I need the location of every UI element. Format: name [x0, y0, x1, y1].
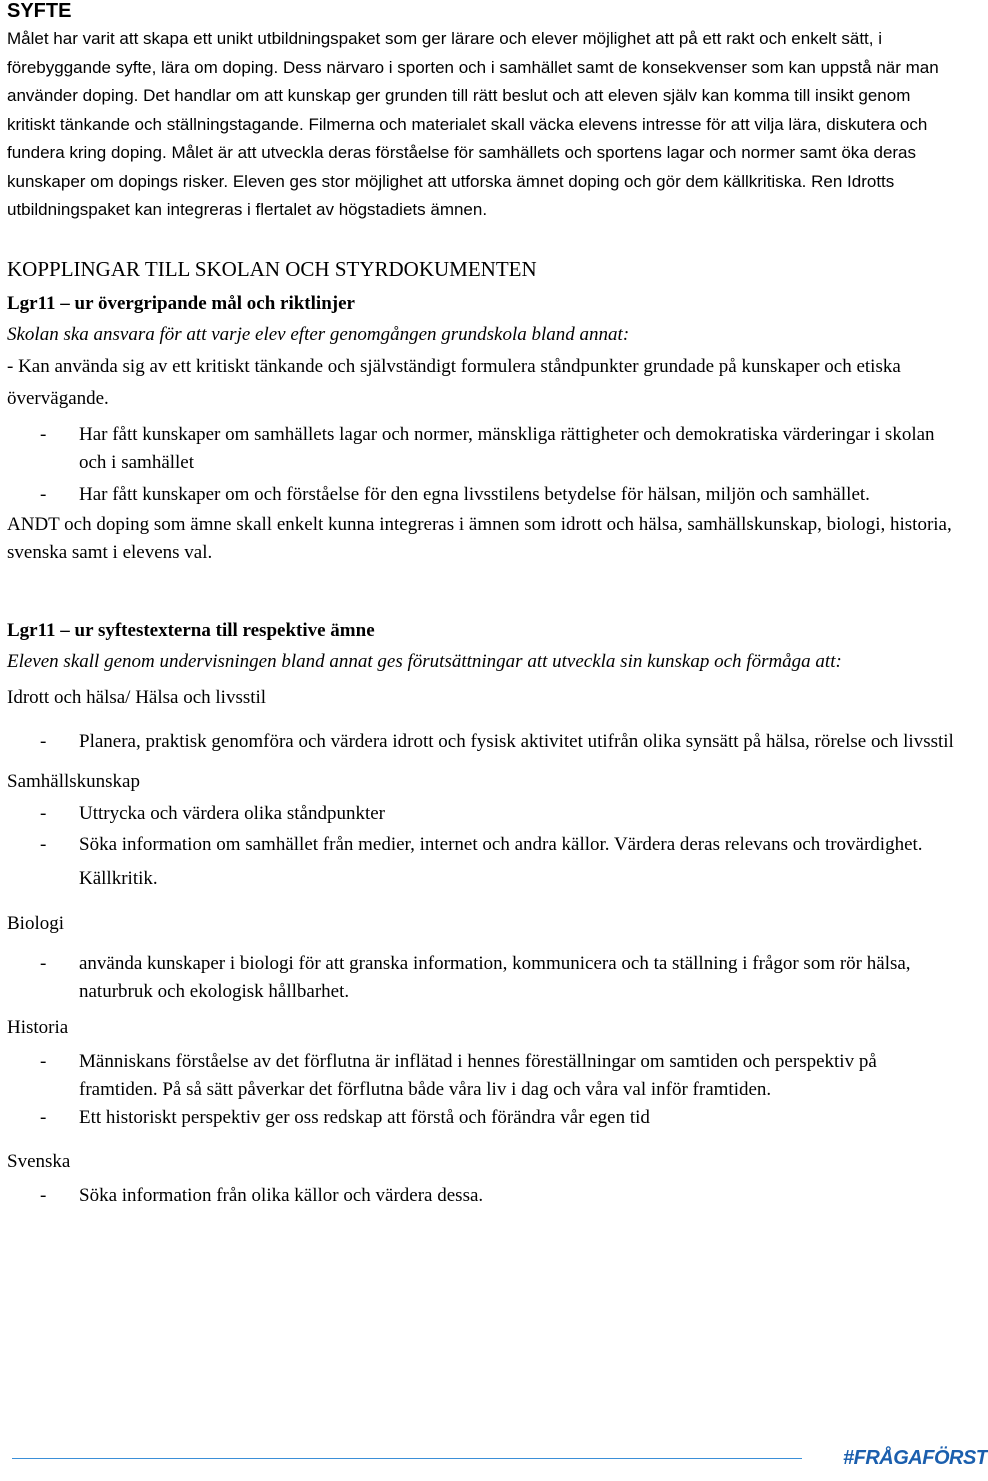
- document-page: [7, 0, 955, 1210]
- lgr-overgripande-heading: Lgr11 – ur övergripande mål och riktlinjer: [7, 292, 355, 314]
- list-item: - Människans förståelse av det förflutna är inflätad i hennes föreställningar om samtiden och perspektiv på framtiden. På så sätt påverkar det förflutna både våra liv i dag och våra val inför framtiden.: [40, 1050, 877, 1100]
- syfte-paragraph: Målet har varit att skapa ett unikt utbildningspaket som ger lärare och elever möjlighet att på ett rakt och enkelt sätt, i förebyggande syfte, lära om doping. Dess närvaro i sporten och i samhället samt de konsekvenser som kan uppstå när man använder doping. Det handlar om att kunskap ger grunden till rätt beslut och att eleven själv kan komma till insikt genom kritiskt tänkande och ställningstagande. Filmerna och materialet skall väcka elevens intresse för att vilja lära, diskutera och fundera kring doping. Målet är att utveckla deras förståelse för samhällets och sportens lagar och normer samt öka deras kunskaper om dopings risker. Eleven ges stor möjlighet att utforska ämnet doping och gör dem källkritiska. Ren Idrotts utbildningspaket kan integreras i flertalet av högstadiets ämnen.: [7, 29, 939, 219]
- list-item: - Söka information om samhället från medier, internet och andra källor. Värdera deras relevans och trovärdighet. Källkritik.: [40, 833, 923, 889]
- list-item: - Ett historiskt perspektiv ger oss redskap att förstå och förändra vår egen tid: [40, 1106, 650, 1128]
- subject-heading-samhallskunskap: Samhällskunskap: [7, 770, 140, 792]
- subject-list-svenska: [7, 1182, 955, 1210]
- footer-divider: [12, 1458, 802, 1459]
- list-item: - använda kunskaper i biologi för att granska information, kommunicera och ta ställning i frågor som rör hälsa, naturbruk och ekologisk hållbarhet.: [40, 952, 911, 1002]
- subject-heading-idrott: Idrott och hälsa/ Hälsa och livsstil: [7, 686, 267, 708]
- subject-list-idrott: [7, 728, 955, 756]
- lgr-overgripande-first-point: - Kan använda sig av ett kritiskt tänkande och självständigt formulera ståndpunkter grundade på kunskaper och etiska övervägande.: [7, 355, 901, 409]
- list-item: - Planera, praktisk genomföra och värdera idrott och fysisk aktivitet utifrån olika synsätt på hälsa, rörelse och livsstil: [40, 730, 954, 752]
- subject-heading-historia: Historia: [7, 1016, 69, 1038]
- lgr-overgripande-list: [7, 421, 955, 509]
- lgr-syftestexter-heading: Lgr11 – ur syftestexterna till respektive ämne: [7, 619, 375, 641]
- subject-heading-svenska: Svenska: [7, 1150, 71, 1172]
- subject-heading-biologi: Biologi: [7, 912, 65, 934]
- lgr-syftestexter-intro: Eleven skall genom undervisningen bland annat ges förutsättningar att utveckla sin kunskap och förmåga att:: [7, 650, 842, 672]
- subject-list-historia: [7, 1048, 955, 1132]
- subject-list-samhallskunskap: [7, 800, 955, 896]
- list-item: - Uttrycka och värdera olika ståndpunkter: [40, 802, 385, 824]
- lgr-overgripande-closing: ANDT och doping som ämne skall enkelt kunna integreras i ämnen som idrott och hälsa, samhällskunskap, biologi, historia, svenska samt i elevens val.: [7, 513, 952, 563]
- list-item: - Har fått kunskaper om samhällets lagar och normer, mänskliga rättigheter och demokratiska värderingar i skolan och i samhället: [40, 423, 935, 473]
- subject-list-biologi: [7, 950, 955, 1006]
- list-item: - Har fått kunskaper om och förståelse för den egna livsstilens betydelse för hälsan, miljön och samhället.: [40, 483, 870, 505]
- kopplingar-heading: KOPPLINGAR TILL SKOLAN OCH STYRDOKUMENTEN: [7, 256, 537, 281]
- lgr-overgripande-intro: Skolan ska ansvara för att varje elev efter genomgången grundskola bland annat:: [7, 323, 630, 345]
- fragaforst-logo: #FRÅGAFÖRST: [843, 1447, 988, 1469]
- syfte-heading: SYFTE: [7, 0, 72, 22]
- list-item: - Söka information från olika källor och värdera dessa.: [40, 1184, 484, 1206]
